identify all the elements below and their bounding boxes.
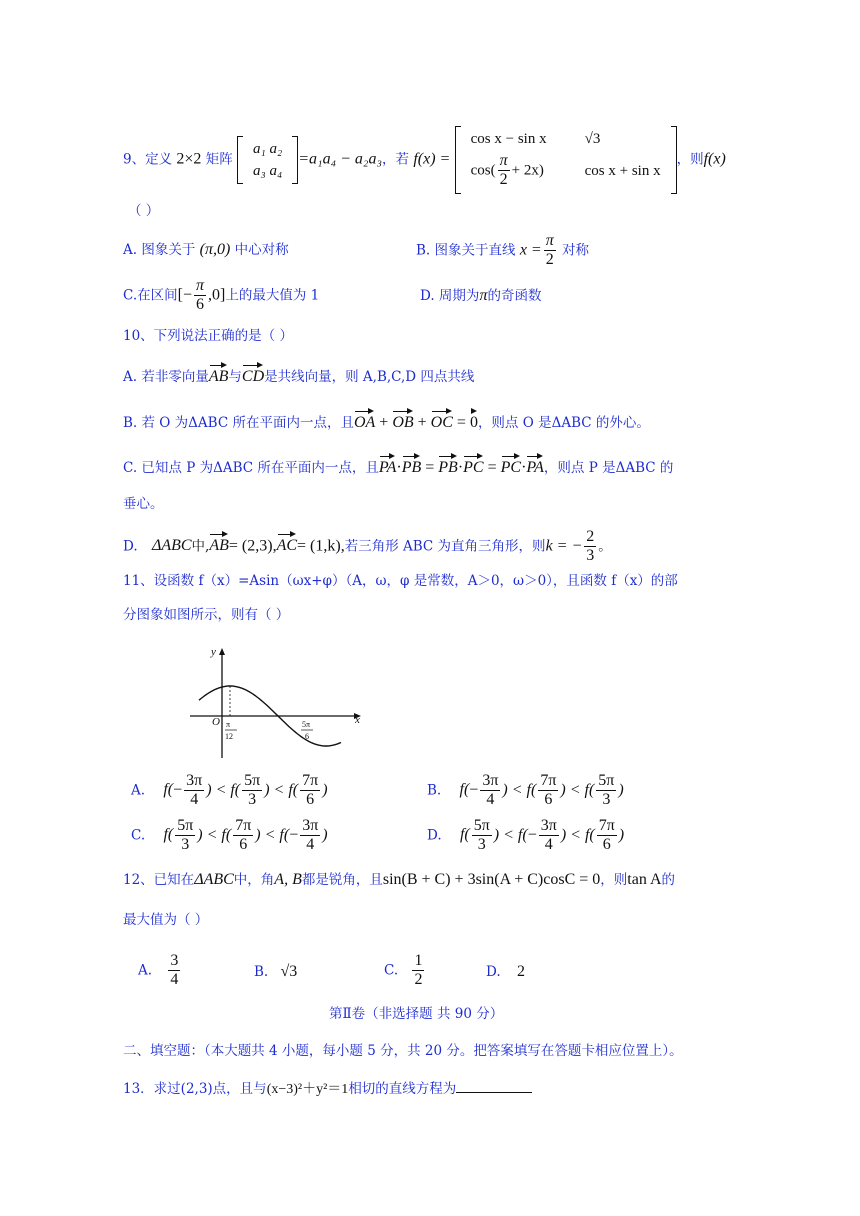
q10-option-a [123, 367, 474, 386]
q12-a-frac [168, 952, 180, 990]
q9-option-a-label: A. 图象关于 [123, 242, 196, 258]
q11-b-d2: 6 [544, 791, 553, 809]
q10-d-end: 。 [598, 538, 612, 555]
q9-m21-b: + 2x) [511, 162, 544, 179]
q12-c-label: C. [384, 962, 399, 979]
q12-b-label: B. [254, 964, 269, 980]
q9-stem [123, 126, 726, 194]
q11-c-n2: 7π [233, 817, 253, 836]
q9-f-matrix [455, 126, 677, 194]
q11-a-d1: 4 [190, 791, 199, 809]
q9-option-a-text: 中心对称 [234, 242, 289, 258]
q11-d-n2: 3π [539, 817, 559, 836]
q11-c-label: C. [131, 827, 146, 844]
q11-b-neg: − [469, 781, 479, 799]
q10-b-zero-vector: 0 [469, 414, 478, 431]
q9-m11: cos x − sin x [470, 131, 547, 147]
q10-stem: 10、下列说法正确的是（ ） [123, 328, 293, 344]
q11-d-d3: 6 [602, 836, 611, 854]
q10-option-c: C. 已知点 P 为ΔABC 所在平面内一点，且PA·PB = PB·PC = PC·PA，则点 P 是ΔABC 的 [123, 459, 674, 476]
q10-a-post: 是共线向量，则 A,B,C,D 四点共线 [264, 369, 475, 385]
q9-option-c-den: 6 [196, 296, 204, 314]
q11-a-frac3 [300, 772, 320, 810]
q10-d-triangle: ΔABC [151, 537, 192, 555]
q11-a-label: A. [131, 782, 146, 799]
q11-c-frac2 [233, 817, 253, 855]
q11-graph-tick1-den: 12 [225, 732, 233, 741]
q10-a-mid: 与 [228, 369, 242, 385]
q11-d-frac3 [597, 817, 617, 855]
q11-c-end: ) [322, 826, 328, 844]
q12-d-value: 2 [516, 963, 525, 980]
q11-a-d2: 3 [248, 791, 257, 809]
q12-b-value: √3 [280, 963, 298, 980]
q10-option-b: B. 若 O 为ΔABC 所在平面内一点，且OA + OB + OC = 0，则点 O 是ΔABC 的外心。 [123, 414, 650, 431]
q10-d-num: 2 [584, 528, 596, 547]
q11-b-lt1: ) < f( [502, 781, 537, 799]
q11-b-d3: 3 [602, 791, 611, 809]
q11-d-n1: 5π [472, 817, 492, 836]
q11-d-d2: 4 [544, 836, 553, 854]
q11-c-d1: 3 [181, 836, 190, 854]
q11-b-lt2: ) < f( [560, 781, 595, 799]
q9-option-c-open: [− [177, 286, 192, 304]
q11-a-d3: 6 [306, 791, 315, 809]
q11-c-d2: 6 [239, 836, 248, 854]
q10-a-pre: A. 若非零向量 [123, 369, 209, 385]
q11-d-lt1: ) < f( [493, 826, 528, 844]
q10-d-den: 3 [586, 547, 595, 565]
q12-d-label: D. [486, 964, 501, 980]
q11-c-n3: 3π [300, 817, 320, 836]
q11-c-n1: 5π [175, 817, 195, 836]
q10-d-frac [584, 528, 596, 566]
q11-d-neg: − [527, 826, 537, 844]
q12-option-b [254, 962, 297, 981]
q11-d-d1: 3 [477, 836, 486, 854]
q12-option-c [384, 952, 426, 990]
q13-equation: (x−3)²＋y²＝1 [266, 1082, 349, 1097]
q11-a-n1: 3π [184, 772, 204, 791]
q12-equation: sin(B + C) + 3sin(A + C)cosC = 0 [382, 871, 601, 888]
q11-c-lt2: ) < f( [255, 826, 290, 844]
q11-graph-tick1-num: π [226, 720, 231, 729]
fill-in-header: 二、填空题：（本大题共 4 小题，每小题 5 分，共 20 分。把答案填写在答题卡相应位置上）。 [123, 1043, 683, 1059]
q9-m21-a: cos( [470, 162, 496, 179]
q9-option-c-text: 上的最大值为 1 [225, 287, 320, 304]
q9-option-c [123, 277, 319, 315]
q9-def-row1: a₁ a₂ [253, 140, 283, 157]
q10-d-k: k = − [545, 537, 583, 555]
q11-d-end: ) [618, 826, 625, 844]
q11-d-label: D. [427, 827, 442, 844]
q13-answer-blank[interactable] [456, 1078, 532, 1093]
q9-option-d-math: π [479, 287, 488, 304]
q9-size: 2×2 [176, 150, 202, 168]
q11-b-n2: 7π [538, 772, 558, 791]
q9-option-d-label: D. 周期为 [420, 288, 480, 304]
q12-tan: tan A [627, 871, 662, 888]
q12-pre: 12、已知在 [123, 872, 195, 888]
q12-a-label: A. [138, 962, 153, 979]
q12-c-den: 2 [414, 971, 423, 989]
q11-option-b [427, 772, 624, 810]
q11-c-neg: − [289, 826, 299, 844]
q10-c-vec-pb-1: PB [401, 459, 422, 476]
q10-d-mid: 若三角形 ABC 为直角三角形，则 [344, 538, 546, 555]
q11-b-frac3 [596, 772, 616, 810]
q10-b-vector-oa: OA [353, 414, 376, 431]
q12-post: 的 [661, 872, 675, 888]
q11-c-frac3 [300, 817, 320, 855]
q12-mid3: ，则 [600, 872, 628, 888]
q9-option-d [420, 286, 541, 305]
q10-d-label: D. [123, 538, 138, 555]
q11-a-end: ) [322, 781, 328, 799]
q12-triangle: ΔABC [194, 871, 234, 888]
q13-stem [123, 1078, 532, 1099]
q9-option-b [416, 232, 589, 270]
q11-b-end: ) [618, 781, 624, 799]
q11-a-n3: 7π [300, 772, 320, 791]
q10-b-vector-oc: OC [430, 414, 453, 431]
q9-option-b-text: 对称 [562, 242, 590, 259]
q11-d-f1: f( [459, 826, 470, 844]
q11-a-frac1 [184, 772, 204, 810]
q11-c-d3: 4 [306, 836, 315, 854]
q12-option-a [138, 952, 182, 990]
q11-c-frac1 [175, 817, 195, 855]
q13-pre: 13．求过(2,3)点，且与 [123, 1081, 267, 1097]
q9-option-a [123, 240, 289, 259]
q9-m21-num: π [498, 152, 510, 171]
q11-a-lt2: ) < f( [264, 781, 299, 799]
q11-d-frac1 [472, 817, 492, 855]
q10-c-continued: 垂心。 [123, 496, 164, 512]
q10-d-vector-ab: AB [209, 537, 229, 555]
q12-mid: 中，角 [233, 872, 275, 888]
q11-graph-x-label: x [355, 714, 360, 726]
q11-graph [185, 643, 370, 763]
q11-b-label: B. [427, 782, 442, 799]
section-ii-title: 第Ⅱ卷（非选择题 共 90 分） [329, 1006, 504, 1022]
q11-b-d1: 4 [486, 791, 495, 809]
q9-tail: ，则 [676, 151, 704, 168]
q9-option-c-close: ,0] [208, 286, 226, 304]
q11-option-d [427, 817, 624, 855]
q9-option-b-label: B. 图象关于直线 [416, 242, 516, 259]
q12-a-den: 4 [170, 971, 179, 989]
q10-b-vector-ob: OB [392, 414, 414, 431]
q11-b-frac1 [480, 772, 500, 810]
q9-def-rhs: =a₁a₄ − a₂a₃ [298, 150, 383, 168]
q9-answer-paren: （ ） [128, 203, 160, 219]
q11-option-a [131, 772, 328, 810]
q9-m22: cos x + sin x [584, 162, 661, 179]
q10-c-vec-pa-1: PA [378, 459, 397, 476]
q11-graph-tick2-num: 5π [302, 720, 311, 729]
q11-line2: 分图象如图所示，则有（ ） [123, 607, 290, 623]
q9-option-d-text: 的奇函数 [487, 288, 542, 304]
q9-option-b-frac [544, 232, 556, 270]
q9-cond: ，若 [382, 151, 410, 168]
q12-line2: 最大值为（ ） [123, 912, 209, 928]
q10-c-pre: C. 已知点 P 为ΔABC 所在平面内一点，且 [123, 460, 379, 476]
q11-graph-tick2-den: 6 [305, 732, 309, 741]
q13-post: 相切的直线方程为 [348, 1081, 457, 1097]
q11-graph-y-label: y [211, 646, 216, 658]
q10-c-vec-pc-2: PC [500, 459, 522, 476]
q11-b-frac2 [538, 772, 558, 810]
q10-c-post: ，则点 P 是ΔABC 的 [543, 460, 674, 476]
q10-d-vector-ac: AC [276, 537, 298, 555]
q9-option-b-math: x = [519, 241, 542, 259]
q9-option-a-math: (π,0) [199, 241, 231, 258]
q12-ab: A, B [274, 871, 302, 888]
q10-c-vec-pa-2: PA [526, 459, 544, 476]
q11-a-f1: f( [163, 781, 174, 799]
q11-a-frac2 [242, 772, 262, 810]
q10-d-eq1: = (2,3), [228, 537, 277, 555]
q11-graph-origin: O [212, 716, 220, 728]
q10-a-vector-ab: AB [208, 368, 229, 385]
q11-d-lt2: ) < f( [560, 826, 595, 844]
q11-c-f1: f( [163, 826, 174, 844]
q9-prefix: 9、定义 [123, 151, 173, 168]
q9-option-b-num: π [544, 232, 556, 251]
q11-b-n1: 3π [480, 772, 500, 791]
q10-option-d [123, 528, 612, 566]
q11-b-n3: 5π [596, 772, 616, 791]
q12-c-frac [412, 952, 424, 990]
q11-d-n3: 7π [597, 817, 617, 836]
q9-option-c-label: C.在区间 [123, 287, 178, 304]
q9-m12: √3 [584, 131, 601, 147]
q9-matrix-word: 矩阵 [205, 151, 233, 168]
q11-a-lt1: ) < f( [206, 781, 241, 799]
q9-option-c-frac [194, 277, 206, 315]
q11-b-f1: f( [459, 781, 470, 799]
q9-def-matrix [237, 136, 298, 184]
q10-d-eq2: = (1,k), [297, 537, 345, 555]
q12-c-num: 1 [412, 952, 424, 971]
q12-a-num: 3 [168, 952, 180, 971]
q10-c-vec-pc-1: PC [463, 459, 484, 476]
q10-c-vec-pb-2: PB [438, 459, 458, 476]
q9-m21-frac [498, 152, 510, 190]
q10-d-zhong: 中, [191, 538, 210, 555]
q9-option-b-den: 2 [545, 251, 554, 269]
q9-m21 [463, 150, 555, 192]
q11-graph-y-arrow [219, 648, 225, 655]
q12-option-d [486, 962, 525, 981]
q11-line1: 11、设函数 f（x）=Asin（ωx+φ）（A，ω，φ 是常数，A＞0，ω＞0），且函数 f（x）的部 [123, 573, 678, 589]
q10-b-post: ，则点 O 是ΔABC 的外心。 [477, 415, 650, 431]
q11-option-c [131, 817, 328, 855]
q10-b-pre: B. 若 O 为ΔABC 所在平面内一点，且 [123, 415, 354, 431]
q11-a-neg: − [173, 781, 183, 799]
q11-d-frac2 [539, 817, 559, 855]
q9-tail-fx: f(x) [703, 150, 726, 168]
q9-m21-den: 2 [499, 171, 508, 189]
q12-stem [123, 870, 675, 889]
q10-a-vector-cd: CD [241, 368, 265, 385]
q12-mid2: 都是锐角，且 [301, 872, 383, 888]
q9-option-c-num: π [194, 277, 206, 296]
q11-c-lt1: ) < f( [197, 826, 232, 844]
q11-a-n2: 5π [242, 772, 262, 791]
q9-fx: f(x) = [413, 150, 451, 168]
q9-def-row2: a₃ a₄ [253, 162, 283, 179]
